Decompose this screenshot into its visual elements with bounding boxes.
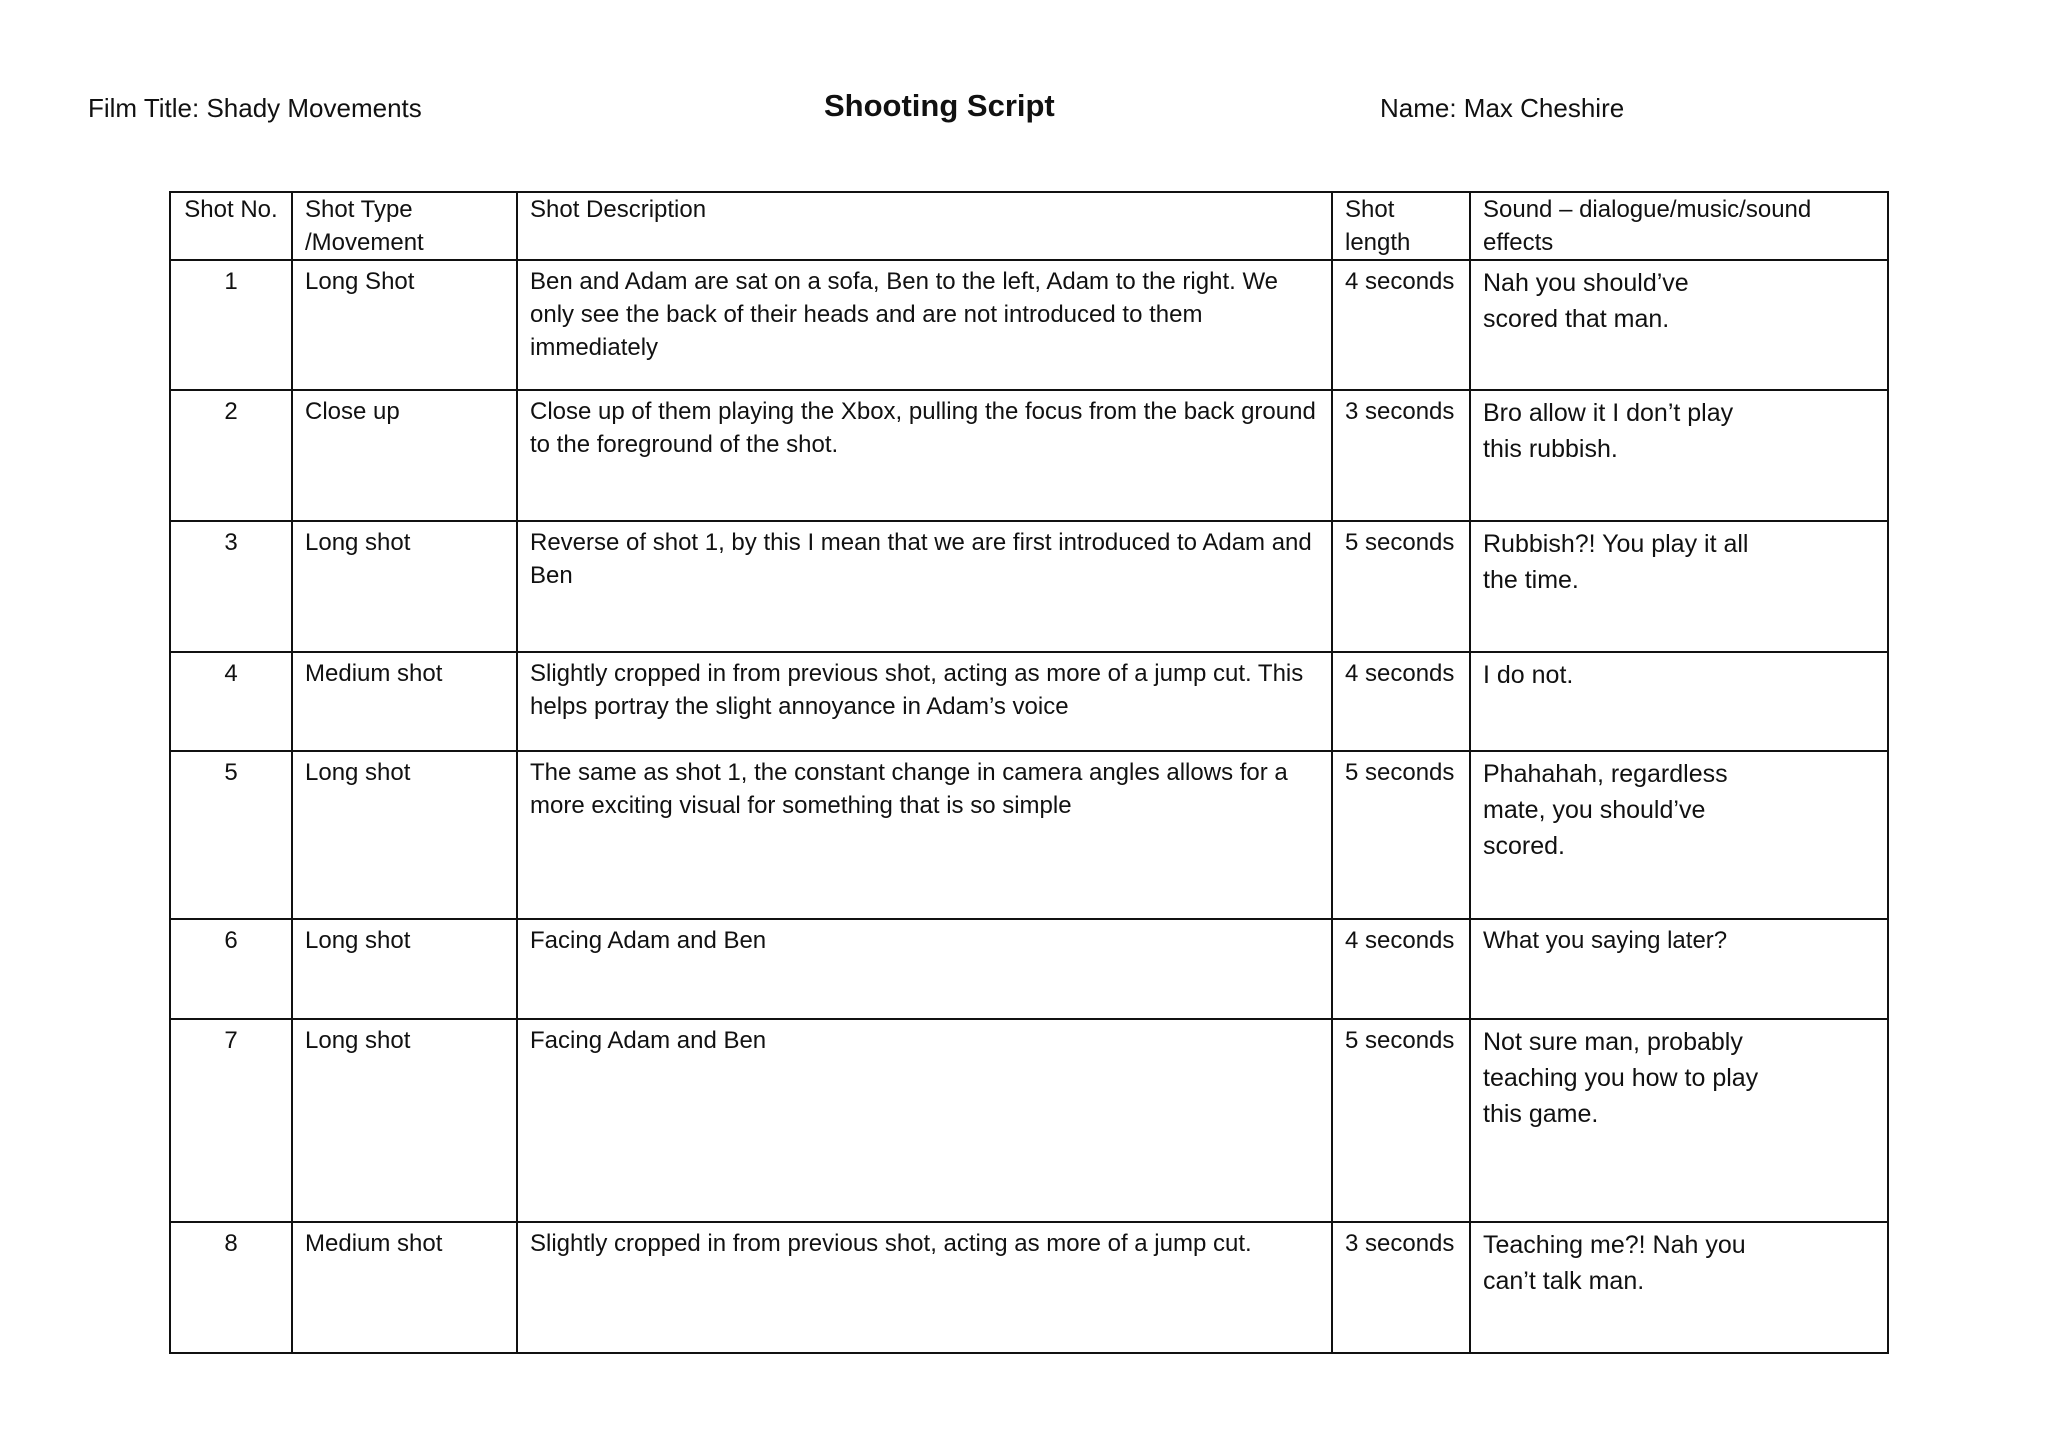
shot-type: Long shot xyxy=(292,751,517,919)
film-title: Film Title: Shady Movements xyxy=(88,93,422,123)
table-row xyxy=(170,260,1888,390)
shot-description: Close up of them playing the Xbox, pulling the focus from the back ground to the foreground of the shot. xyxy=(517,390,1332,521)
shot-length: 5 seconds xyxy=(1332,1019,1470,1222)
shot-sound: Phahahah, regardless mate, you should’ve scored. xyxy=(1470,751,1888,919)
column-header-shot-description: Shot Description xyxy=(517,192,1332,260)
shot-number: 5 xyxy=(170,751,292,919)
table-row xyxy=(170,1019,1888,1222)
shot-number: 4 xyxy=(170,652,292,751)
column-header-shot-no: Shot No. xyxy=(170,192,292,260)
shot-description: Slightly cropped in from previous shot, acting as more of a jump cut. This helps portray the slight annoyance in Adam’s voice xyxy=(517,652,1332,751)
shooting-script-table xyxy=(169,191,1889,1354)
shot-length: 4 seconds xyxy=(1332,260,1470,390)
shot-description: Ben and Adam are sat on a sofa, Ben to the left, Adam to the right. We only see the back of their heads and are not introduced to them immediately xyxy=(517,260,1332,390)
shot-number: 6 xyxy=(170,919,292,1019)
shot-type: Long shot xyxy=(292,1019,517,1222)
table-row xyxy=(170,919,1888,1019)
shot-sound: Teaching me?! Nah you can’t talk man. xyxy=(1470,1222,1888,1353)
shot-number: 3 xyxy=(170,521,292,652)
shot-type: Long shot xyxy=(292,919,517,1019)
shot-sound: Bro allow it I don’t play this rubbish. xyxy=(1470,390,1888,521)
shot-number: 2 xyxy=(170,390,292,521)
shot-sound: Not sure man, probably teaching you how to play this game. xyxy=(1470,1019,1888,1222)
shot-sound: Nah you should’ve scored that man. xyxy=(1470,260,1888,390)
shot-number: 7 xyxy=(170,1019,292,1222)
shot-type: Medium shot xyxy=(292,652,517,751)
column-header-sound: Sound – dialogue/music/sound effects xyxy=(1470,192,1888,260)
shot-description: Facing Adam and Ben xyxy=(517,1019,1332,1222)
shot-type: Long Shot xyxy=(292,260,517,390)
shot-description: Reverse of shot 1, by this I mean that we are first introduced to Adam and Ben xyxy=(517,521,1332,652)
table-header-row xyxy=(170,192,1888,260)
document-title: Shooting Script xyxy=(824,88,1055,123)
shot-sound: Rubbish?! You play it all the time. xyxy=(1470,521,1888,652)
shot-type: Medium shot xyxy=(292,1222,517,1353)
table-row xyxy=(170,521,1888,652)
column-header-shot-type: Shot Type /Movement xyxy=(292,192,517,260)
table-row xyxy=(170,390,1888,521)
shot-number: 8 xyxy=(170,1222,292,1353)
shot-length: 4 seconds xyxy=(1332,652,1470,751)
shot-length: 3 seconds xyxy=(1332,1222,1470,1353)
table-row xyxy=(170,652,1888,751)
shot-type: Long shot xyxy=(292,521,517,652)
author-name: Name: Max Cheshire xyxy=(1380,93,1625,123)
shot-length: 4 seconds xyxy=(1332,919,1470,1019)
shot-description: Slightly cropped in from previous shot, acting as more of a jump cut. xyxy=(517,1222,1332,1353)
shot-description: Facing Adam and Ben xyxy=(517,919,1332,1019)
shot-length: 5 seconds xyxy=(1332,751,1470,919)
shot-sound: I do not. xyxy=(1470,652,1888,751)
table-row xyxy=(170,1222,1888,1353)
shot-description: The same as shot 1, the constant change in camera angles allows for a more exciting visual for something that is so simple xyxy=(517,751,1332,919)
shot-number: 1 xyxy=(170,260,292,390)
column-header-shot-length: Shot length xyxy=(1332,192,1470,260)
table-row xyxy=(170,751,1888,919)
shot-type: Close up xyxy=(292,390,517,521)
shot-length: 5 seconds xyxy=(1332,521,1470,652)
shot-length: 3 seconds xyxy=(1332,390,1470,521)
shot-sound: What you saying later? xyxy=(1470,919,1888,1019)
